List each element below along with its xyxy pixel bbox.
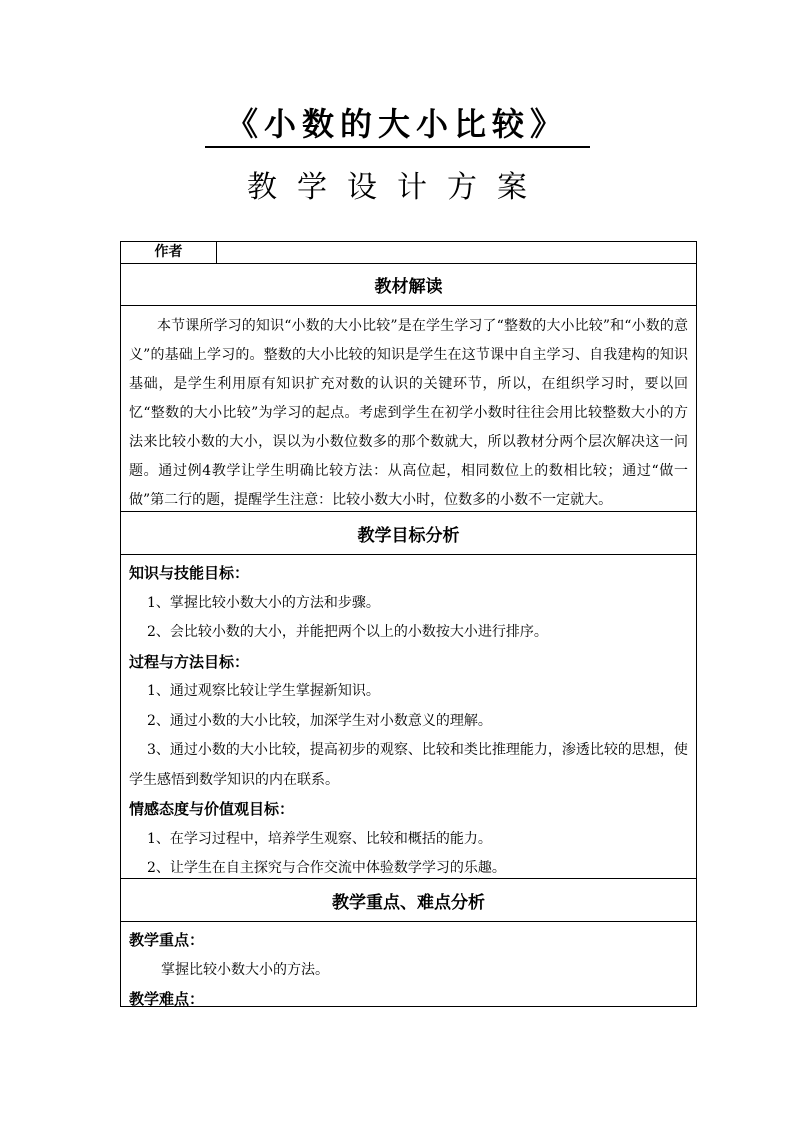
- objectives-section-body: [121, 554, 696, 878]
- objective-item: 1、掌握比较小数大小的方法和步骤。: [147, 594, 380, 611]
- design-table: [120, 241, 697, 1007]
- author-label: 作者: [121, 242, 217, 263]
- objective-item: 1、通过观察比较让学生掌握新知识。: [147, 683, 380, 699]
- focus-text: 掌握比较小数大小的方法。: [161, 961, 329, 978]
- objective-item-continuation: 学生感悟到数学知识的内在联系。: [129, 771, 339, 788]
- focus-label: 教学重点：: [129, 931, 205, 949]
- section-heading-objectives: 教学目标分析: [121, 511, 696, 554]
- author-row: [121, 242, 696, 263]
- objective-item: 1、在学习过程中，培养学生观察、比较和概括的能力。: [147, 830, 492, 847]
- keypoints-section-body: [121, 921, 696, 1008]
- objective-item: 2、让学生在自主探究与合作交流中体验数学学习的乐趣。: [147, 860, 506, 876]
- textbook-paragraph: 本节课所学习的知识“小数的大小比较”是在学生学习了“整数的大小比较”和“小数的意义”的基础上学习的。整数的大小比较的知识是学生在这节课中自主学习、自我建构的知识基础，是学生利用原有知识扩充对数的认识的关键环节，所以，在组织学习时，要以回忆“整数的大小比较”为学习的起点。考虑到学生在初学小数时往往会用比较整数大小的方法来比较小数的大小，误以为小数位数多的那个数就大，所以教材分两个层次解决这一问题。通过例4教学让学生明确比较方法：从高位起，相同数位上的数相比较；通过“做一做”第二行的题，提醒学生注意：比较小数大小时，位数多的小数不一定就大。: [129, 318, 688, 508]
- document-subtitle: 教学设计方案: [247, 170, 547, 205]
- difficulty-label: 教学难点：: [129, 990, 205, 1008]
- title-underline: [205, 146, 590, 148]
- document-title: 《小数的大小比较》: [225, 105, 568, 143]
- objective-item: 3、通过小数的大小比较，提高初步的观察、比较和类比推理能力，渗透比较的思想，使: [147, 742, 688, 758]
- objective-group-label: 知识与技能目标：: [129, 564, 250, 582]
- objective-item: 2、会比较小数的大小，并能把两个以上的小数按大小进行排序。: [147, 624, 548, 640]
- section-heading-keypoints: 教学重点、难点分析: [121, 878, 696, 921]
- objective-group-label: 过程与方法目标：: [129, 652, 250, 671]
- textbook-section-body: [121, 305, 696, 511]
- objective-group-label: 情感态度与价值观目标：: [129, 800, 295, 818]
- objective-item: 2、通过小数的大小比较，加深学生对小数意义的理解。: [147, 712, 492, 729]
- section-heading-textbook: 教材解读: [121, 263, 696, 305]
